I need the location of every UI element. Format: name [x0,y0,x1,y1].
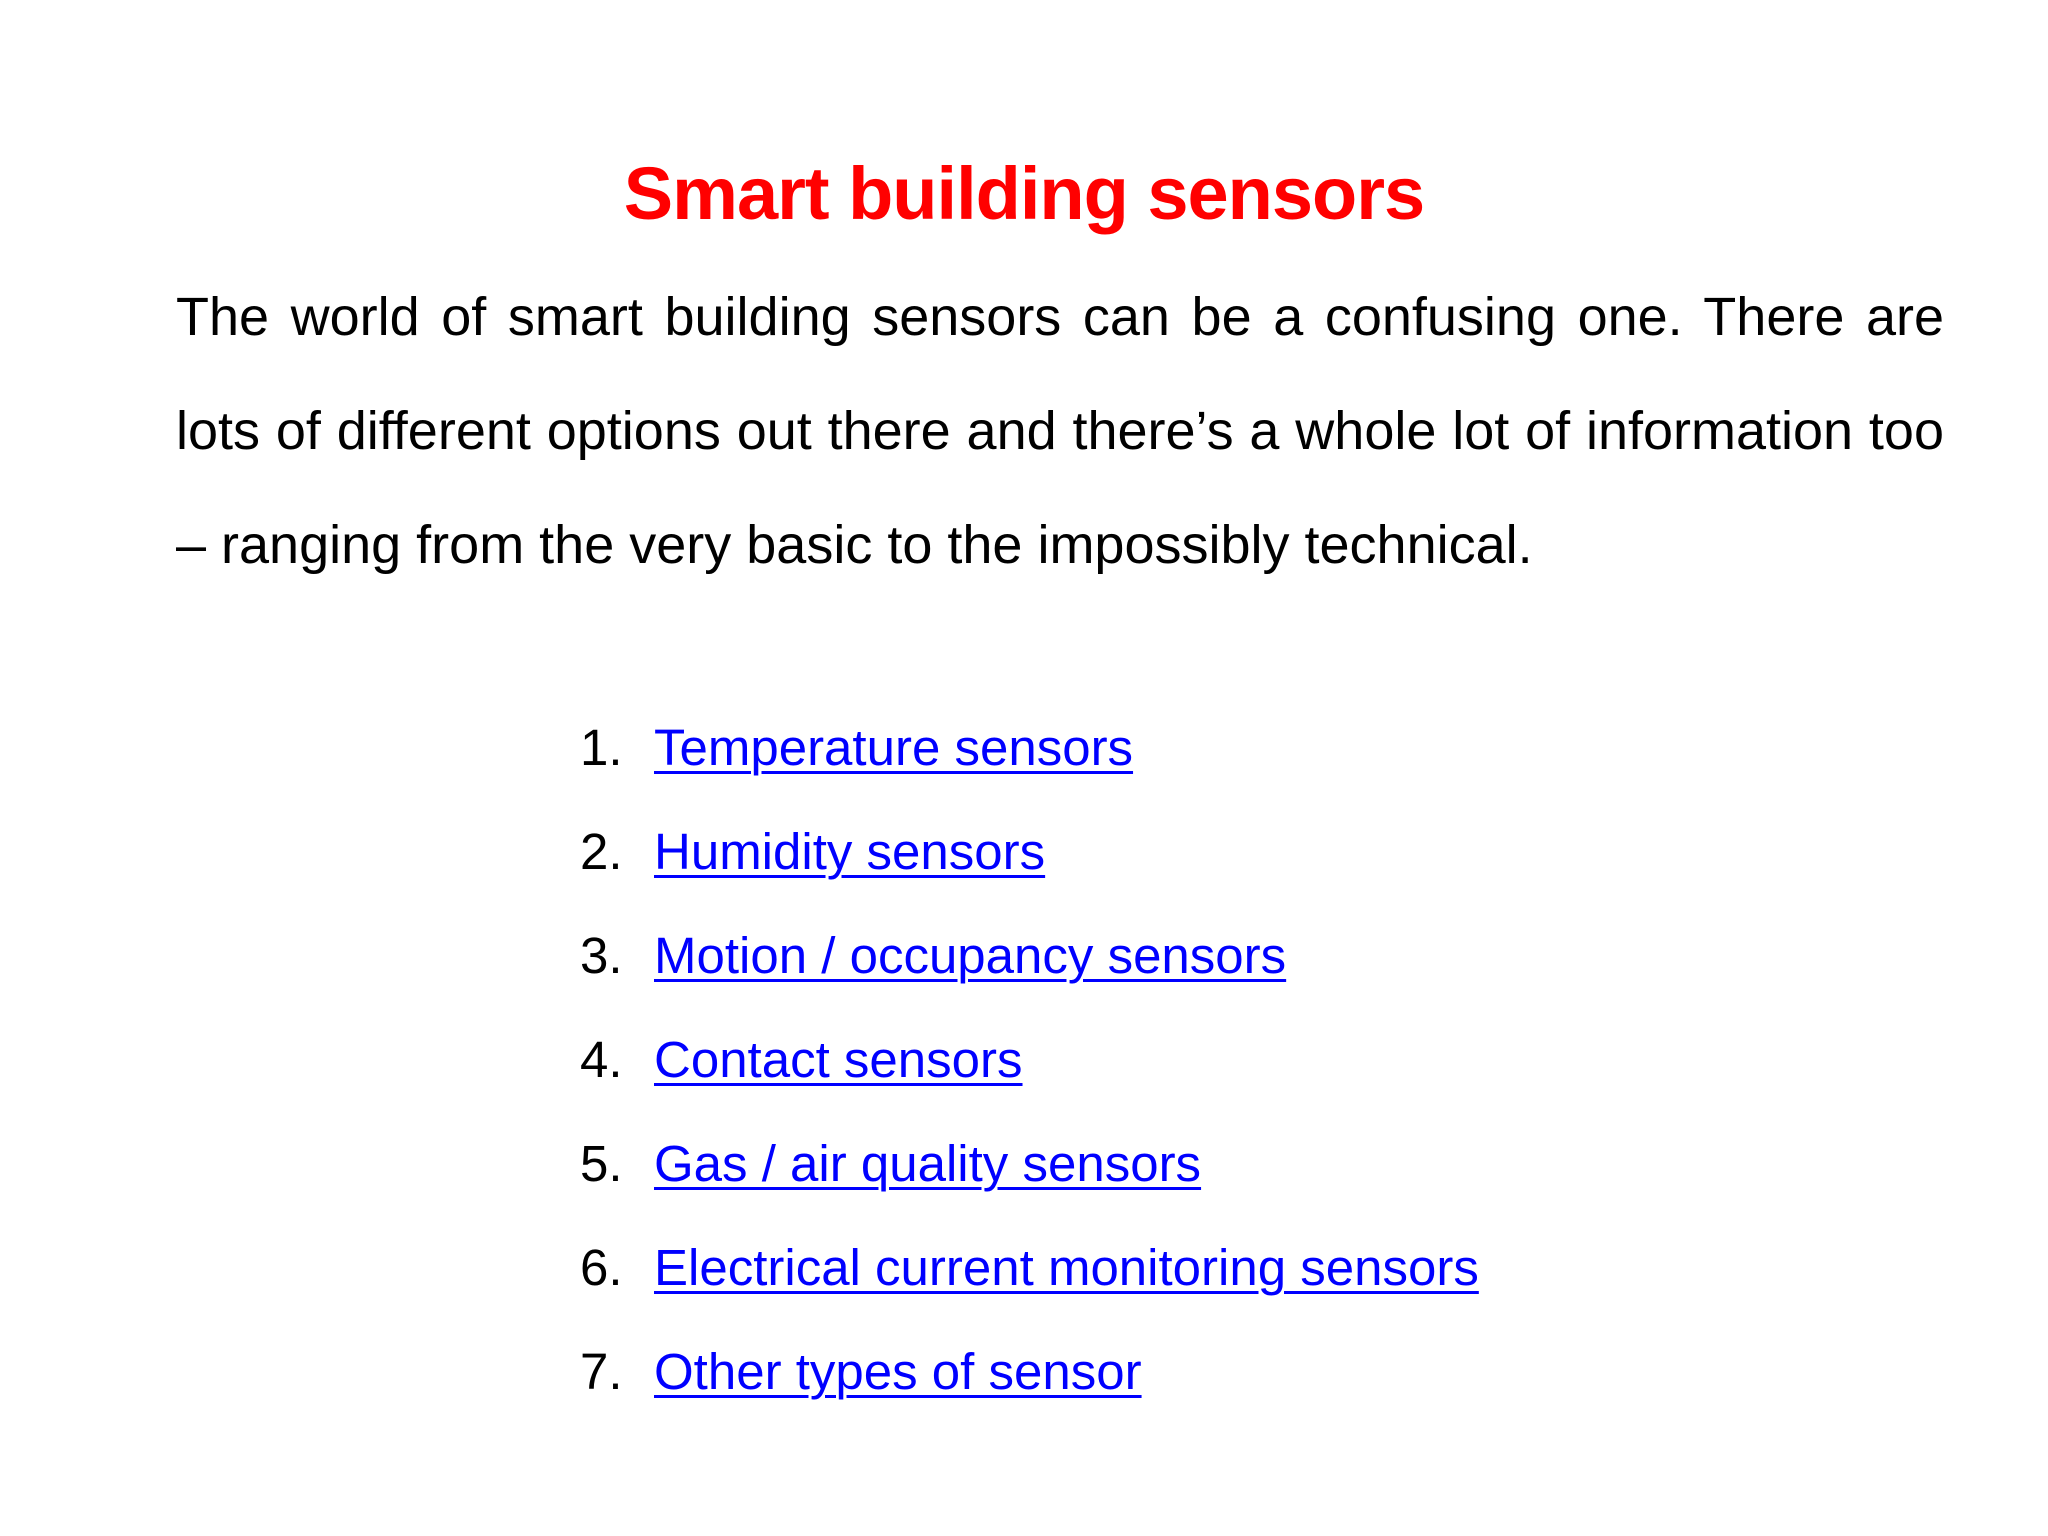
list-item [580,1008,1479,1112]
list-item-number: 6. [580,1239,623,1296]
electrical-current-monitoring-sensors-link[interactable]: Electrical current monitoring sensors [654,1239,1479,1296]
motion-occupancy-sensors-link[interactable]: Motion / occupancy sensors [654,927,1287,984]
list-item [580,904,1479,1008]
contact-sensors-link[interactable]: Contact sensors [654,1031,1023,1088]
intro-paragraph: The world of smart building sensors can be a confusing one. There are lots of different options out there and there’s a whole lot of information too – ranging from the very basic to the impossibly technical. [176,287,1944,575]
list-item-number: 5. [580,1135,623,1192]
list-item [580,1320,1479,1424]
list-item-number: 3. [580,927,623,984]
temperature-sensors-link[interactable]: Temperature sensors [654,719,1134,776]
other-types-of-sensor-link[interactable]: Other types of sensor [654,1343,1142,1400]
page-title: Smart building sensors [623,151,1425,235]
list-item-number: 1. [580,719,623,776]
list-item [580,1112,1479,1216]
list-item [580,1216,1479,1320]
list-item-number: 4. [580,1031,623,1088]
list-item-number: 7. [580,1343,623,1400]
humidity-sensors-link[interactable]: Humidity sensors [654,823,1046,880]
sensor-type-list [580,696,1479,1424]
gas-air-quality-sensors-link[interactable]: Gas / air quality sensors [654,1135,1202,1192]
list-item [580,800,1479,904]
list-item-number: 2. [580,823,623,880]
list-item [580,696,1479,800]
